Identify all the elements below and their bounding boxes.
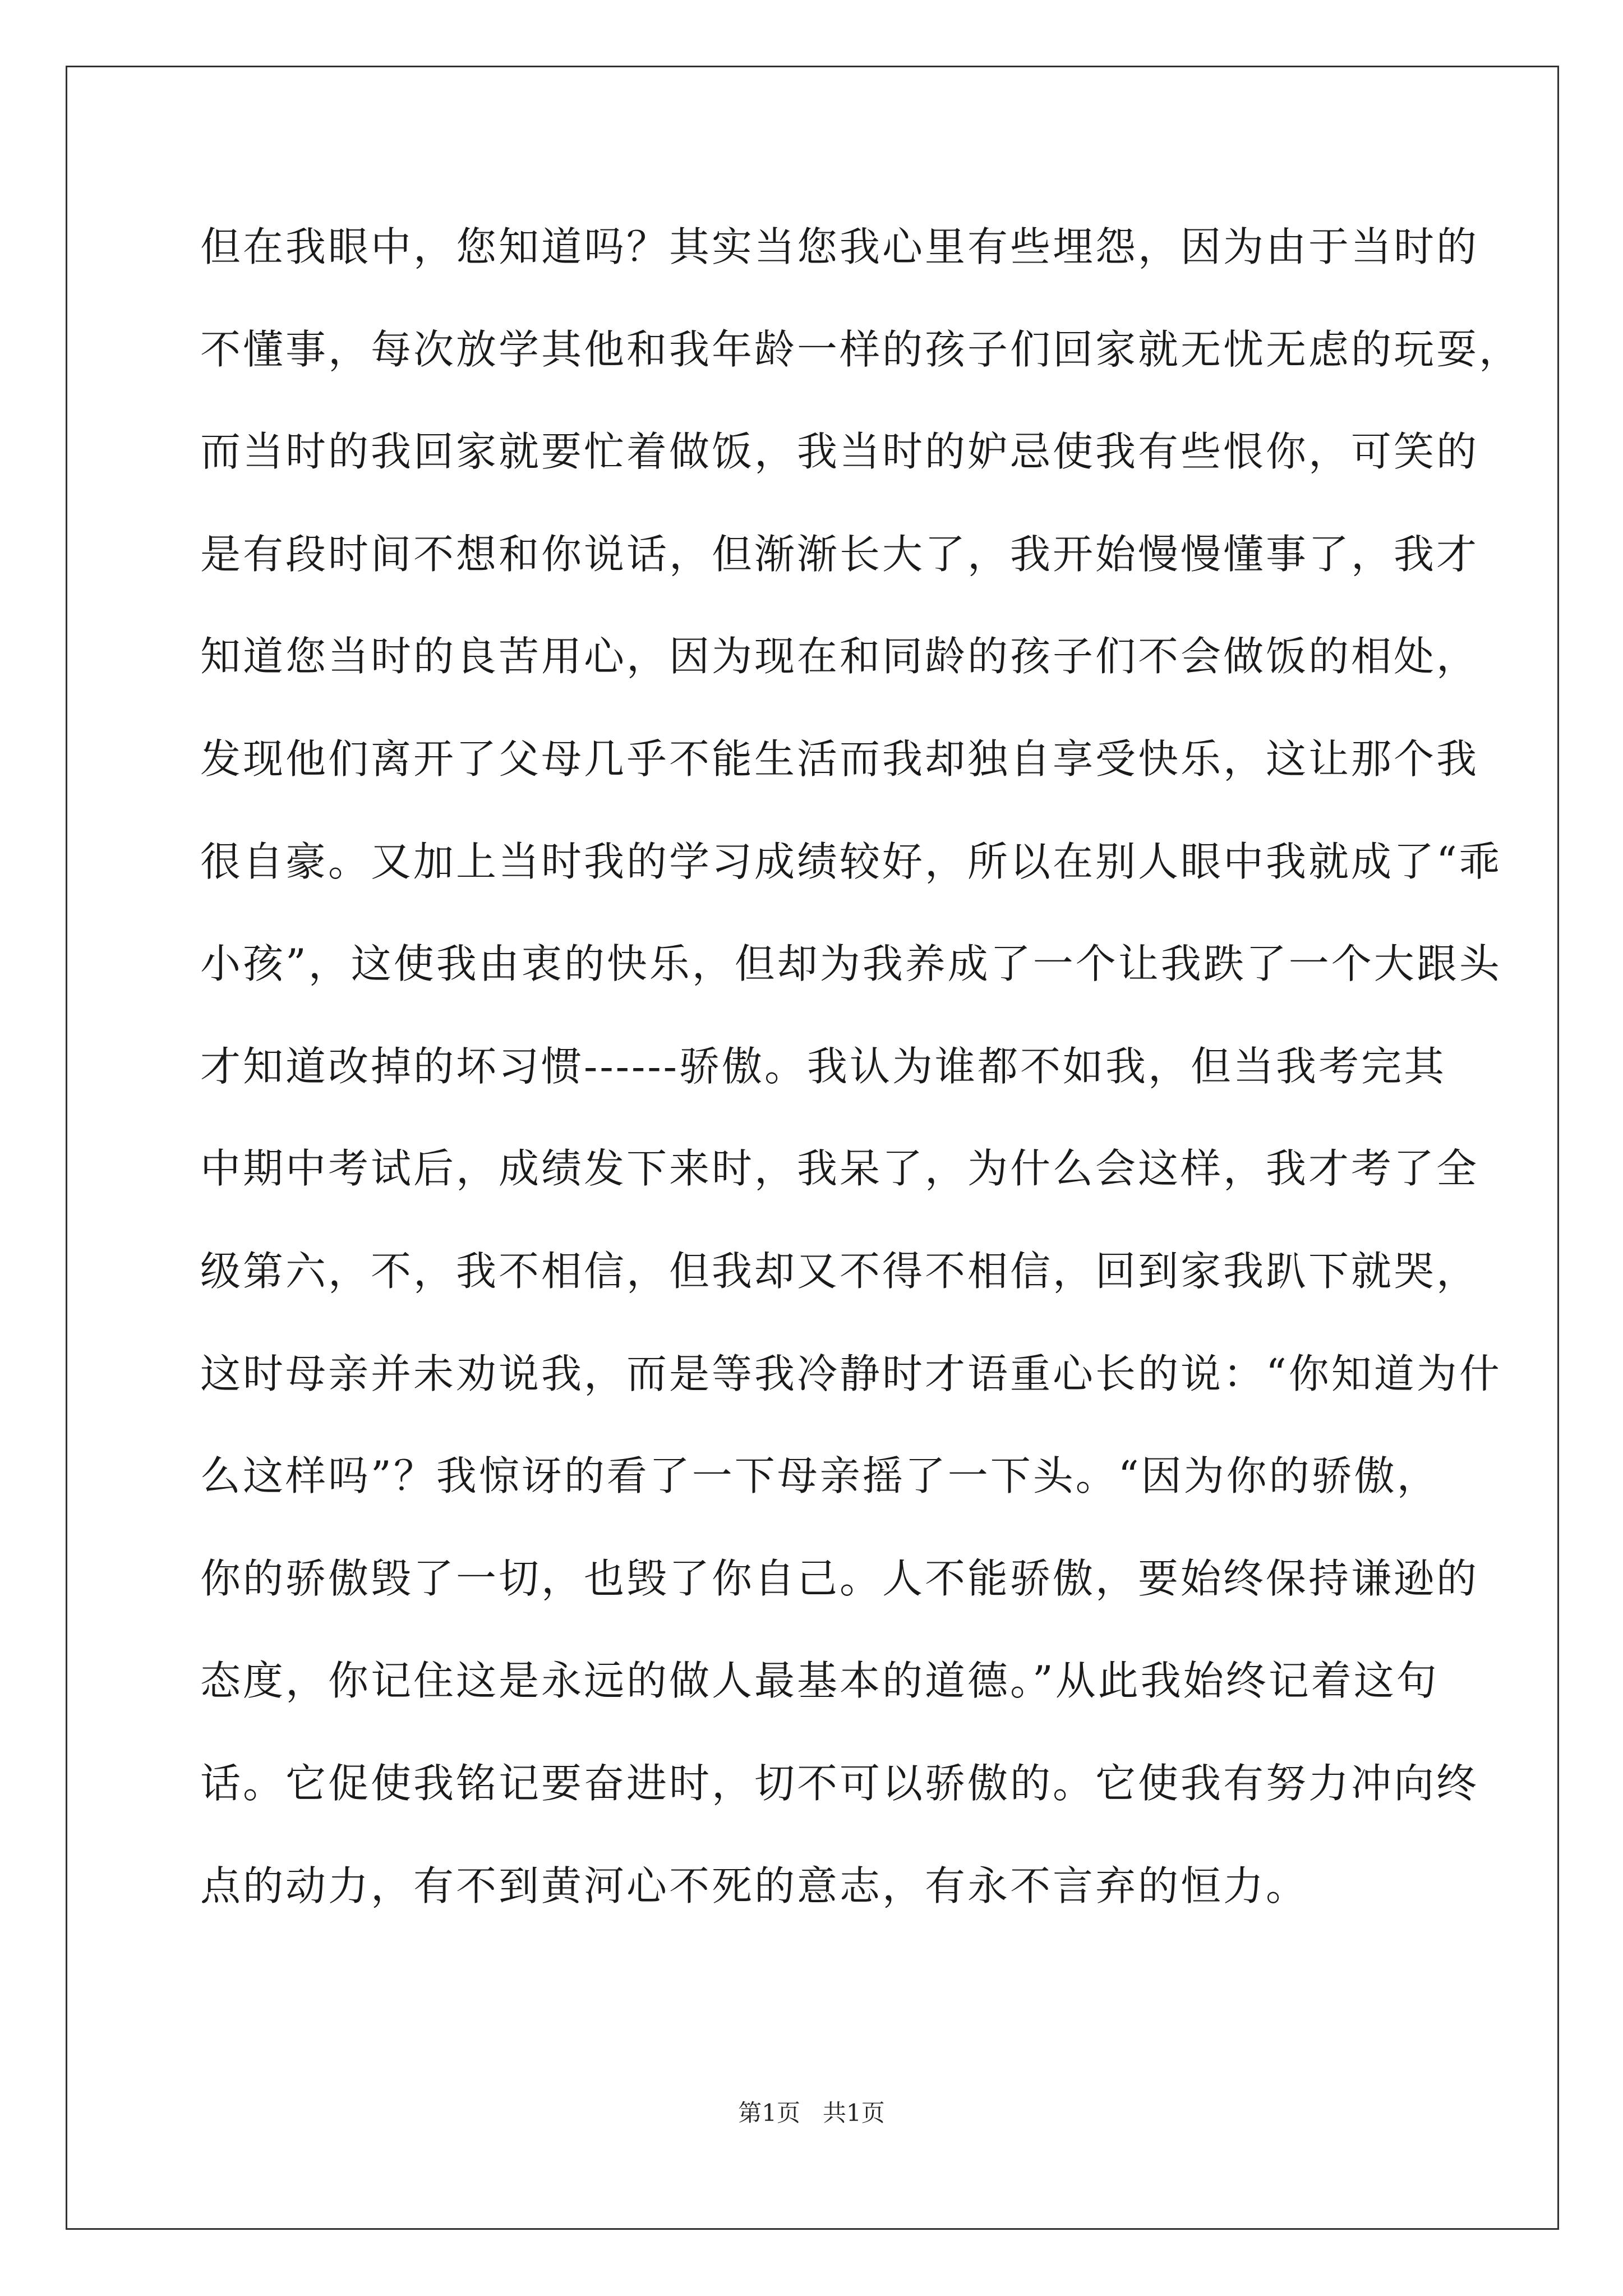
text-line: 中期中考试后，成绩发下来时，我呆了，为什么会这样，我才考了全 — [200, 1145, 1479, 1193]
text-line: 而当时的我回家就要忙着做饭，我当时的妒忌使我有些恨你，可笑的 — [200, 428, 1479, 476]
text-line: 但在我眼中，您知道吗？其实当您我心里有些埋怨，因为由于当时的 — [200, 223, 1479, 270]
text-line: 小孩”，这使我由衷的快乐，但却为我养成了一个让我跌了一个大跟头 — [200, 940, 1502, 988]
text-line: 点的动力，有不到黄河心不死的意志，有永不言弃的恒力。 — [200, 1862, 1309, 1910]
text-line: 这时母亲并未劝说我，而是等我冷静时才语重心长的说：“你知道为什 — [200, 1350, 1502, 1397]
text-line: 话。它促使我铭记要奋进时，切不可以骄傲的。它使我有努力冲向终 — [200, 1759, 1479, 1807]
text-line: 是有段时间不想和你说话，但渐渐长大了，我开始慢慢懂事了，我才 — [200, 530, 1479, 578]
page-number-footer: 第1页 共1页 — [738, 2099, 885, 2127]
text-line: 你的骄傲毁了一切，也毁了你自己。人不能骄傲，要始终保持谦逊的 — [200, 1554, 1479, 1602]
text-line: 不懂事，每次放学其他和我年龄一样的孩子们回家就无忧无虑的玩耍， — [200, 325, 1522, 373]
text-line: 发现他们离开了父母几乎不能生活而我却独自享受快乐，这让那个我 — [200, 735, 1479, 783]
text-line: 知道您当时的良苦用心，因为现在和同龄的孩子们不会做饭的相处， — [200, 633, 1479, 680]
text-line: 态度，你记住这是永远的做人最基本的道德。”从此我始终记着这句 — [200, 1657, 1439, 1705]
text-line: 么这样吗”？我惊讶的看了一下母亲摇了一下头。“因为你的骄傲， — [200, 1452, 1440, 1500]
text-line: 级第六，不，我不相信，但我却又不得不相信，回到家我趴下就哭， — [200, 1247, 1479, 1295]
body-text — [200, 210, 1522, 1952]
text-line: 很自豪。又加上当时我的学习成绩较好，所以在别人眼中我就成了“乖 — [200, 838, 1502, 885]
text-line: 才知道改掉的坏习惯------骄傲。我认为谁都不如我，但当我考完其 — [200, 1042, 1446, 1090]
